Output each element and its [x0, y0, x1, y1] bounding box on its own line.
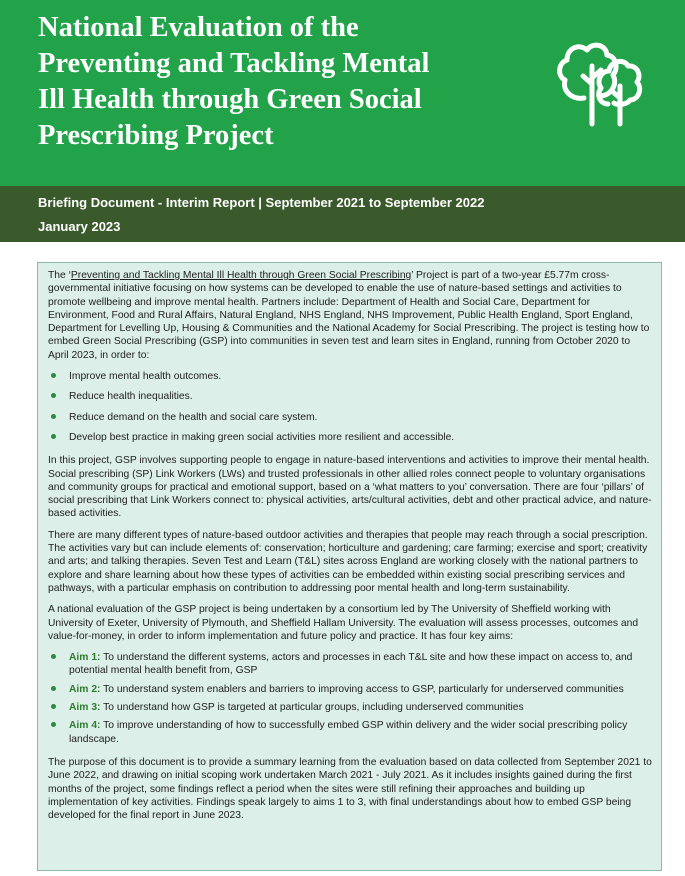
- trees-icon: [548, 38, 648, 130]
- title-line: Preventing and Tackling Mental: [38, 48, 430, 79]
- list-item: [48, 683, 652, 696]
- evaluation-paragraph: A national evaluation of the GSP project is being undertaken by a consortium led by The University of Sheffield working with University of Exeter, University of Plymouth, and Sheffield Hallam University. The evaluation will assess processes, outcomes and value-for-money, in order to inform implementation and future policy and practice. It has four key aims:: [48, 604, 639, 642]
- activities-paragraph: There are many different types of nature-based outdoor activities and therapies that people may reach through a social prescription. The activities vary but can include elements of: conservation; horticulture and gardening; care farming; exercise and sport; creativity and arts; and talking therapies. Seven Test and Learn (T&L) sites across England are working closely with the national partners to explore and share learning about how these types of activities can be embedded within existing social prescribing services and pathways, with a particular emphasis on contribution to addressing poor mental health and long-term sustainability.: [48, 529, 648, 594]
- title-line: Prescribing Project: [38, 120, 274, 151]
- gsp-paragraph: In this project, GSP involves supporting people to engage in nature-based interventions and activities to improve their mental health. Social prescribing (SP) Link Workers (LWs) and trusted professionals in other allied roles connect people to voluntary organisations and community groups for practical and emotional support, based on a ‘what matters to you’ conversation. There are four ‘pillars’ of social prescribing that Link Workers connect to: physical activities, arts/cultural activities, debt and other practical advice, and nature-based activities.: [48, 455, 652, 520]
- aim-text: To understand how GSP is targeted at particular groups, including underserved communities: [100, 702, 524, 714]
- goals-list: [48, 370, 652, 444]
- purpose-paragraph: The purpose of this document is to provide a summary learning from the evaluation based on data collected from September 2021 to June 2022, and drawing on initial scoping work undertaken March 2021 - July 2021. As it includes insights gained during the first months of the project, some findings reflect a period when the sites were still refining their approaches and building up implementation of key activities. Findings speak largely to aims 1 to 3, with final understandings about how to embed GSP being developed for the final report in June 2023.: [48, 756, 652, 822]
- aim-text: To understand system enablers and barriers to improving access to GSP, particularly for underserved communities: [100, 683, 624, 695]
- aims-list: [48, 651, 652, 746]
- intro-paragraph: [48, 269, 652, 362]
- document-title: [38, 10, 538, 154]
- summary-box: [37, 262, 662, 871]
- list-item: [48, 719, 652, 746]
- aim-text: To improve understanding of how to successfully embed GSP within delivery and the wider social prescribing policy landscape.: [69, 720, 628, 745]
- intro-lead: The ‘: [48, 270, 71, 281]
- list-item: [48, 651, 652, 678]
- title-line: Ill Health through Green Social: [38, 84, 422, 115]
- title-line: National Evaluation of the: [38, 12, 359, 43]
- list-item: [48, 701, 652, 714]
- header-banner: [0, 0, 685, 186]
- aim-label: Aim 3:: [69, 702, 101, 714]
- list-item: Develop best practice in making green social activities more resilient and accessible.: [48, 431, 652, 444]
- list-item: Reduce health inequalities.: [48, 390, 652, 403]
- document-subtitle: Briefing Document - Interim Report | September 2021 to September 2022: [38, 195, 485, 210]
- document-date: January 2023: [38, 219, 121, 234]
- aim-label: Aim 2:: [69, 683, 101, 695]
- aim-text: To understand the different systems, actors and processes in each T&L site and how these impact on access to, and potential mental health benefit from, GSP: [69, 652, 633, 677]
- intro-rest: ’ Project is part of a two-year £5.77m cross-governmental initiative focusing on how systems can be developed to enable the use of nature-based settings and activities to promote wellbeing and improve mental health. Partners include: Department of Health and Social Care, Department for Environment, Food and Rural Affairs, Natural England, NHS England, NHS Improvement, Public Health England, Sport England, Department for Levelling Up, Housing & Communities and the National Academy for Social Prescribing. The project is testing how to embed Green Social Prescribing (GSP) into communities in seven test and learn sites in England, running from October 2020 to April 2023, in order to:: [48, 270, 650, 361]
- aim-label: Aim 4:: [69, 720, 101, 732]
- list-item: Improve mental health outcomes.: [48, 370, 652, 383]
- list-item: Reduce demand on the health and social care system.: [48, 411, 652, 424]
- project-name-link: Preventing and Tackling Mental Ill Health through Green Social Prescribing: [70, 270, 412, 281]
- aim-label: Aim 1:: [69, 652, 101, 664]
